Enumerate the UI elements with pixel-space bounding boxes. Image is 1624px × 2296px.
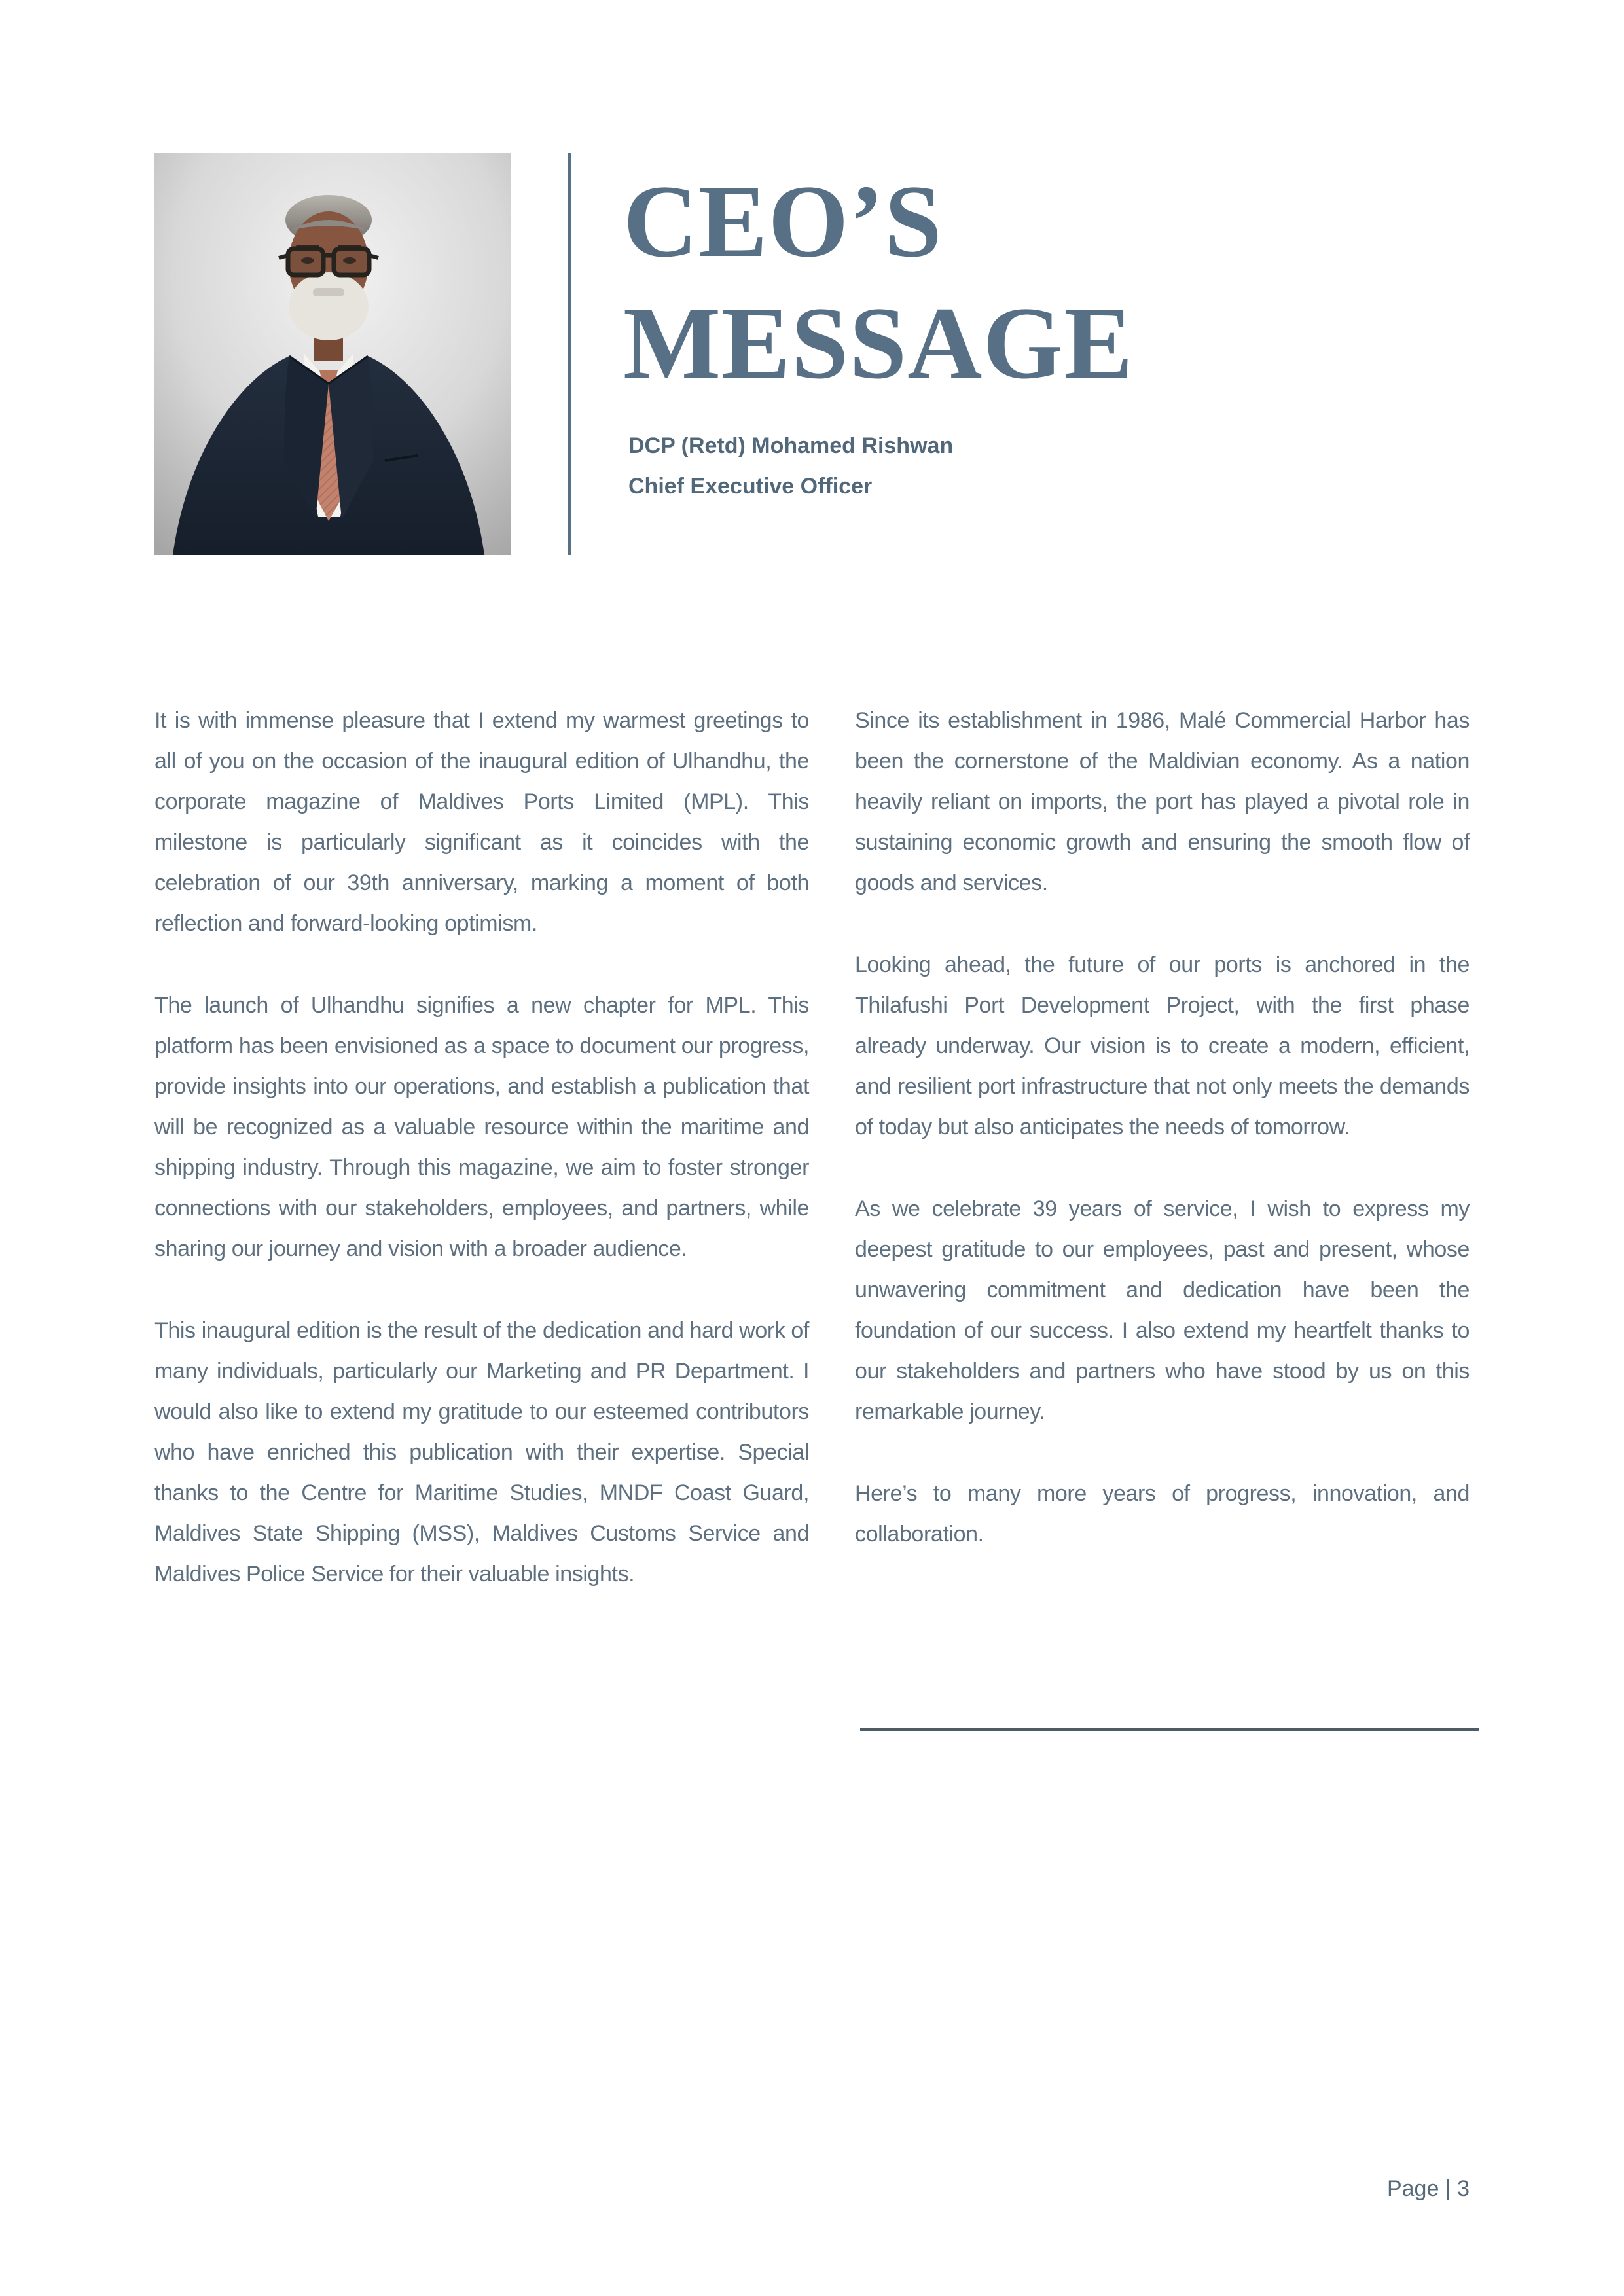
page-title-line2: MESSAGE [623,286,1134,401]
body-paragraph: Since its establishment in 1986, Malé Commercial Harbor has been the cornerstone of the Maldivian economy. As a nation heavily reliant on imports, the port has played a pivotal role in sustaining economic growth and ensuring the smooth flow of goods and services. [855,708,1470,895]
body-paragraph: This inaugural edition is the result of the dedication and hard work of many individuals, particularly our Marketing and PR Department. I would also like to extend my gratitude to our esteemed contributors who have enriched this publication with their expertise. Special thanks to the Centre for Maritime Studies, MNDF Coast Guard, Maldives State Shipping (MSS), Maldives Customs Service and Maldives Police Service for their valuable insights. [154,1318,809,1587]
author-role: Chief Executive Officer [628,474,873,499]
author-name: DCP (Retd) Mohamed Rishwan [628,433,954,458]
body-paragraph: Here’s to many more years of progress, innovation, and collaboration. [855,1481,1470,1547]
body-paragraph: As we celebrate 39 years of service, I wish to express my deepest gratitude to our employees, past and present, whose unwavering commitment and dedication have been the foundation of our success. I also extend my heartfelt thanks to our stakeholders and partners who have stood by us on this remarkable journey. [855,1196,1470,1424]
vertical-divider [568,153,571,555]
page-number: Page | 3 [1386,2176,1470,2201]
body-paragraph: The launch of Ulhandhu signifies a new chapter for MPL. This platform has been envisioned as a space to document our progress, provide insights into our operations, and establish a publication that will be recognized as a valuable resource within the maritime and shipping industry. Through this magazine, we aim to foster stronger connections with our stakeholders, employees, and partners, while sharing our journey and vision with a broader audience. [154,993,809,1261]
body-paragraph: It is with immense pleasure that I extend my warmest greetings to all of you on the occasion of the inaugural edition of Ulhandhu, the corporate magazine of Maldives Ports Limited (MPL). This milestone is particularly significant as it coincides with the celebration of our 39th anniversary, marking a moment of both reflection and forward-looking optimism. [154,708,809,936]
body-left-column [154,700,809,1594]
page-title [623,161,1134,404]
body-right-column [855,700,1470,1554]
ceo-portrait-photo [154,153,511,555]
page-title-line1: CEO’S [623,164,943,279]
body-paragraph: Looking ahead, the future of our ports is anchored in the Thilafushi Port Development Project, with the first phase already underway. Our vision is to create a modern, efficient, and resilient port infrastructure that not only meets the demands of today but also anticipates the needs of tomorrow. [855,952,1470,1139]
signature-divider-line [860,1728,1479,1731]
author-block [628,425,953,507]
